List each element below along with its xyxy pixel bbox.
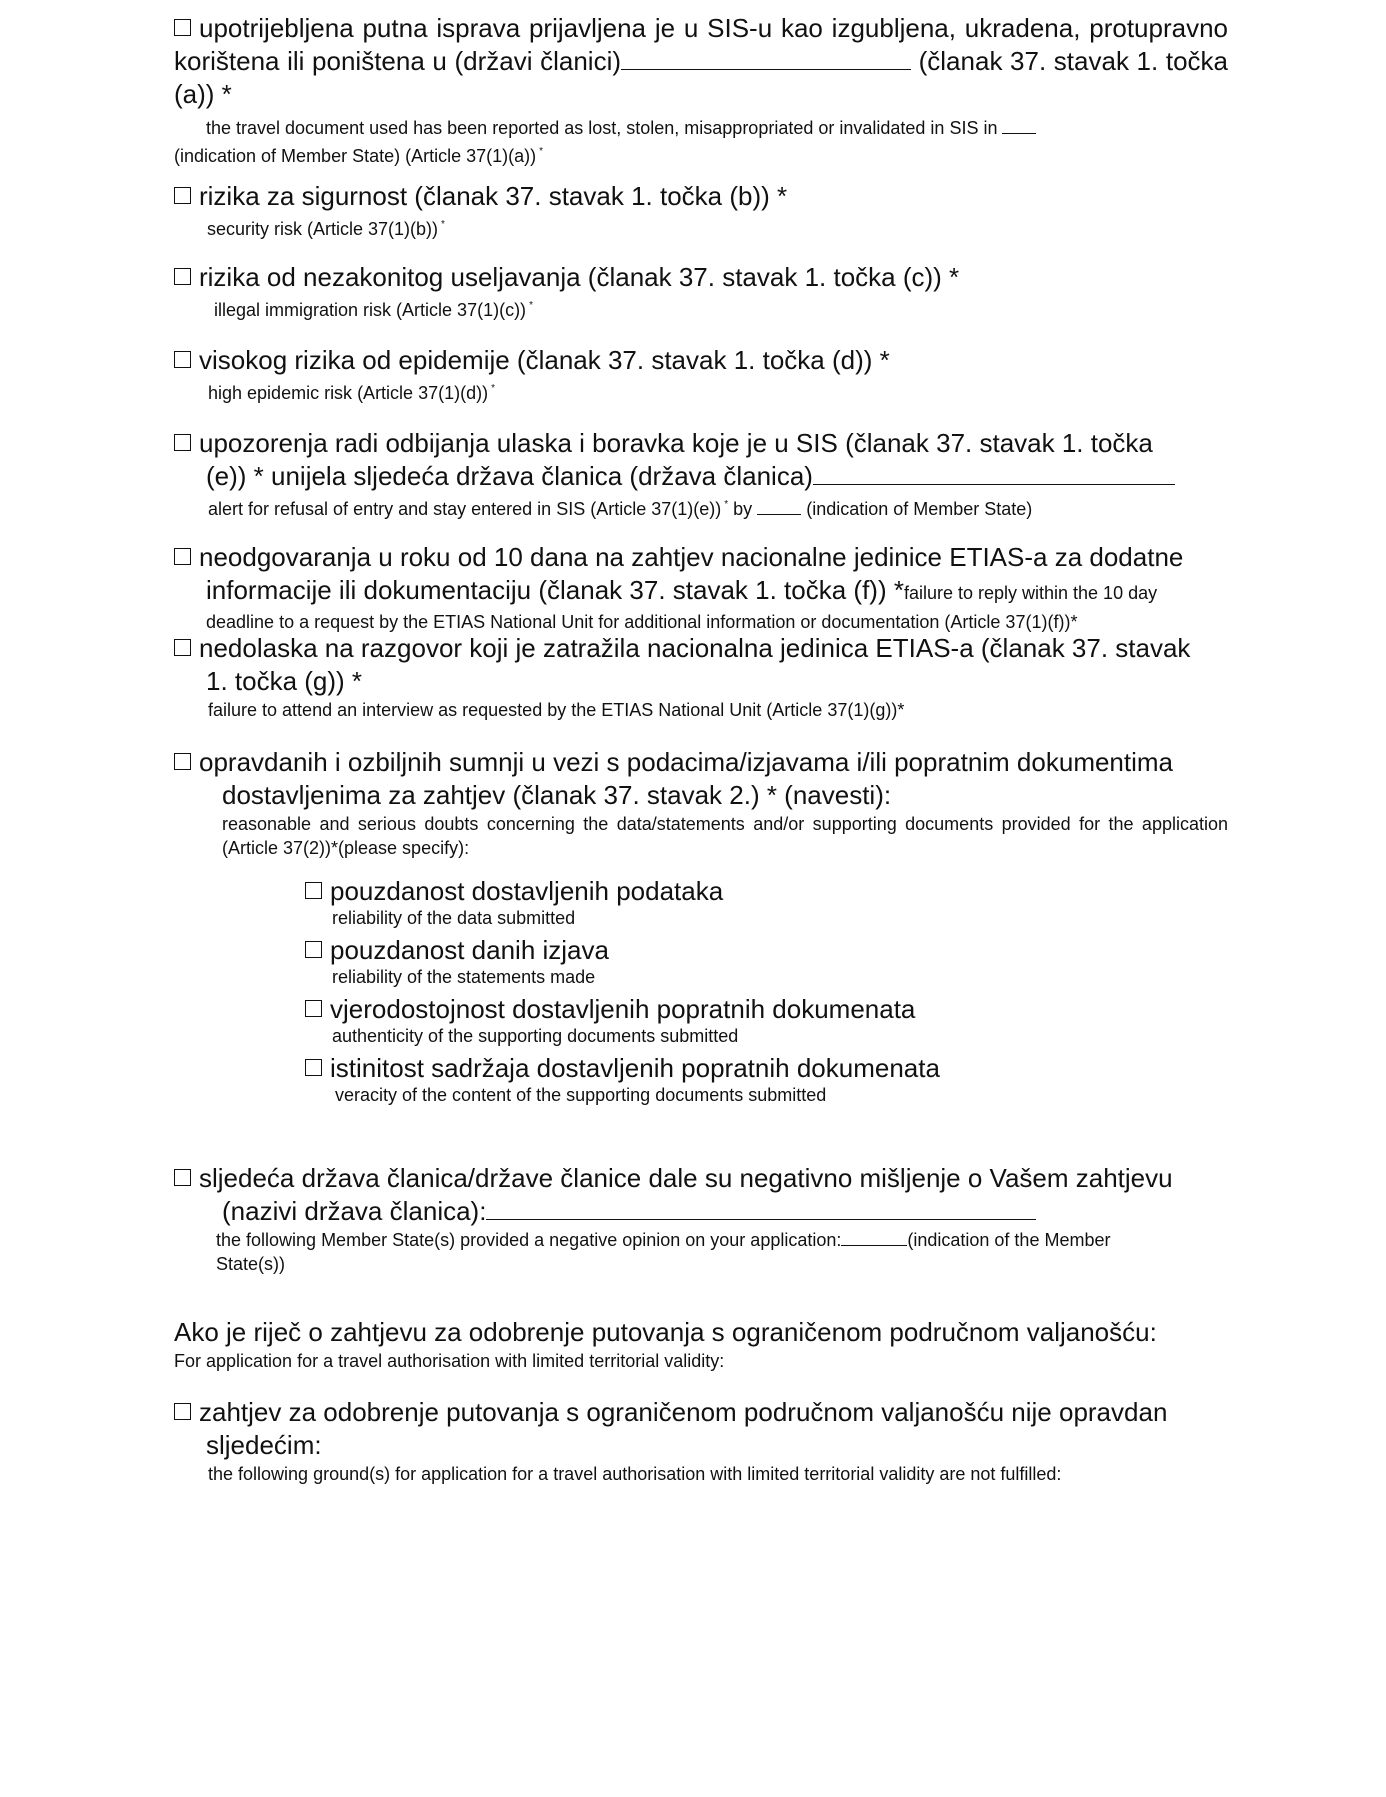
checkbox[interactable] [174, 187, 191, 204]
item-en-text: the travel document used has been reported as lost, stolen, misappropriated or invalidated in SIS in [174, 116, 1228, 140]
checkbox[interactable] [305, 882, 322, 899]
checkbox[interactable] [174, 1403, 191, 1420]
checkbox[interactable] [174, 268, 191, 285]
sub-item-statement-reliability: pouzdanost danih izjava reliability of the statements made [305, 935, 1125, 989]
item-illegal-immigration: rizika od nezakonitog useljavanja (članak 37. stavak 1. točka (c)) * illegal immigration risk (Article 37(1)(c)) * [174, 261, 1228, 322]
sub-item-content-veracity: istinitost sadržaja dostavljenih popratnih dokumenata veracity of the content of the supporting documents submitted [305, 1053, 1125, 1107]
checkbox[interactable] [174, 1169, 191, 1186]
checkbox[interactable] [174, 351, 191, 368]
checkbox[interactable] [305, 1059, 322, 1076]
limited-validity-heading: Ako je riječ o zahtjevu za odobrenje putovanja s ograničenom područnom valjanošću: For application for a travel authorisation with limited territorial validity: [174, 1317, 1157, 1371]
checkbox[interactable] [305, 1000, 322, 1017]
member-states-blank[interactable] [486, 1218, 1036, 1220]
checkbox[interactable] [174, 19, 191, 36]
item-hr-text: upotrijebljena putna isprava prijavljena je u SIS-u kao izgubljena, ukradena, protupravno korištena ili poništena u (državi članici) (članak 37. stavak 1. točka (a)) * [174, 13, 1228, 109]
item-lost-document [174, 12, 1228, 168]
checkbox[interactable] [174, 753, 191, 770]
item-negative-opinion: sljedeća država članica/države članice dale su negativno mišljenje o Vašem zahtjevu (nazivi država članica): the following Member State(s) provided a negative opinion on your application: (indication of the Member State(s)) [174, 1162, 1228, 1276]
checkbox[interactable] [174, 548, 191, 565]
item-limited-validity: zahtjev za odobrenje putovanja s ograničenom područnom valjanošću nije opravdan sljedećim: the following ground(s) for application for a travel authorisation with limited territorial validity are not fulfilled: [174, 1396, 1228, 1486]
item-no-interview: nedolaska na razgovor koji je zatražila nacionalna jedinica ETIAS-a (članak 37. stavak 1. točka (g)) * failure to attend an interview as requested by the ETIAS National Unit (Article 37(1)(g))* [174, 632, 1228, 722]
checkbox[interactable] [174, 434, 191, 451]
item-epidemic-risk: visokog rizika od epidemije (članak 37. stavak 1. točka (d)) * high epidemic risk (Article 37(1)(d)) * [174, 344, 1228, 405]
item-security-risk: rizika za sigurnost (članak 37. stavak 1. točka (b)) * security risk (Article 37(1)(b)) * [174, 180, 1228, 241]
checkbox[interactable] [305, 941, 322, 958]
sub-item-data-reliability: pouzdanost dostavljenih podataka reliability of the data submitted [305, 876, 1125, 930]
checkbox[interactable] [174, 639, 191, 656]
member-state-blank[interactable] [813, 483, 1175, 485]
member-state-blank[interactable] [621, 68, 911, 70]
item-sis-alert: upozorenja radi odbijanja ulaska i boravka koje je u SIS (članak 37. stavak 1. točka (e)) * unijela sljedeća država članica (država članica) alert for refusal of entry and stay entered in SIS (Article 37(1)(e)) * by (indication of Member State) [174, 427, 1228, 521]
sub-item-document-authenticity: vjerodostojnost dostavljenih popratnih dokumenata authenticity of the supporting documents submitted [305, 994, 1125, 1048]
item-serious-doubts: opravdanih i ozbiljnih sumnji u vezi s podacima/izjavama i/ili popratnim dokumentima dostavljenima za zahtjev (članak 37. stavak 2.) * (navesti): reasonable and serious doubts concerning the data/statements and/or supporting documents provided for the application (Article 37(2))*(please specify): [174, 746, 1228, 860]
item-no-reply: neodgovaranja u roku od 10 dana na zahtjev nacionalne jedinice ETIAS-a za dodatne informacije ili dokumentaciju (članak 37. stavak 1. točka (f)) *failure to reply within the 10 day deadline to a request by the ETIAS National Unit for additional information or documentation (Article 37(1)(f))* [174, 541, 1228, 634]
item-en-text-tail: (indication of Member State) (Article 37(1)(a)) * [174, 146, 544, 166]
